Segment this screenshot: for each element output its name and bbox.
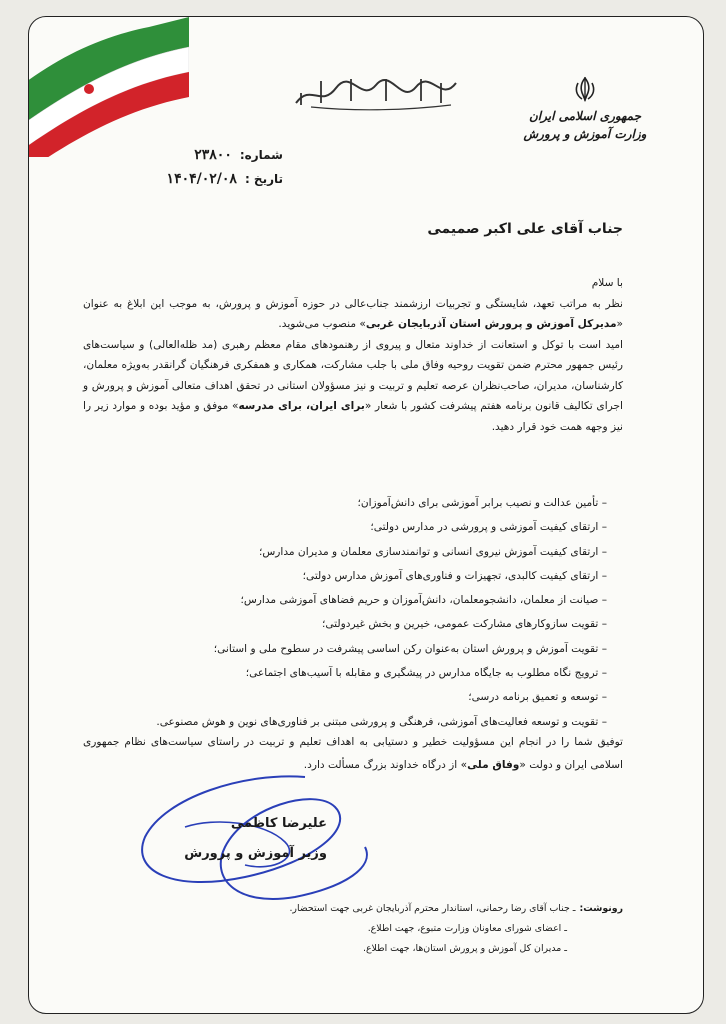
recipient-name: جناب آقای علی اکبر صمیمی bbox=[427, 221, 623, 237]
appointment-text-a: نظر به مراتب تعهد، شایستگی و تجربیات ارزشمند جناب‌عالی در حوزه آموزش و پرورش، به موجب این ابلاغ به عنوان « bbox=[83, 297, 623, 330]
basmala-calligraphy bbox=[291, 73, 461, 113]
list-item: – تقویت و توسعه فعالیت‌های آموزشی، فرهنگی و پرورشی مبتنی بر فناوری‌های نوین و هوش مصنوعی. bbox=[77, 710, 607, 734]
list-item: – ارتقای کیفیت آموزشی و پرورشی در مدارس دولتی؛ bbox=[77, 515, 607, 539]
number-label: شماره: bbox=[239, 148, 283, 162]
letter-body bbox=[83, 273, 623, 437]
slogan: برای ایران، برای مدرسه bbox=[238, 400, 365, 412]
letter-meta bbox=[113, 143, 283, 191]
expectation-paragraph bbox=[83, 335, 623, 438]
ministry-header bbox=[515, 75, 655, 143]
directives-list bbox=[77, 491, 607, 734]
list-item: – تقویت آموزش و پرورش استان به‌عنوان رکن اساسی پیشرفت در سطوح ملی و استانی؛ bbox=[77, 637, 607, 661]
date-label: تاریخ : bbox=[244, 172, 283, 186]
signer-name: علیرضا کاظمی bbox=[230, 816, 327, 831]
iran-flag-ribbon bbox=[29, 17, 189, 157]
list-item: – توسعه و تعمیق برنامه درسی؛ bbox=[77, 685, 607, 709]
appointment-title: مدیرکل آموزش و پرورش استان آذربایجان غربی bbox=[365, 318, 617, 330]
cc-label: رونوشت: bbox=[579, 903, 623, 914]
ministry-name: وزارت آموزش و پرورش bbox=[523, 127, 647, 141]
letter-page bbox=[28, 16, 704, 1014]
expectation-text-a: امید است با توکل و استعانت از خداوند متعال و پیروی از رهنمودهای مقام معظم رهبری (مد ظله‌العالی) و سیاست‌های رئیس جمهور محترم ضمن تقویت روحیه وفاق ملی با جلب مشارکت، همکاری و همفکری فرهنگیان گرانقدر به‌ویژه معلمان، کارشناسان، مدیران، صاحب‌نظران عرصه تعلیم و تربیت و نیز مسؤولان استانی در تحقق اهداف متعالی آموزش و پرورش و اجرای تکالیف قانون برنامه هفتم پیشرفت کشور با شعار « bbox=[83, 338, 623, 412]
cc-item: ـ جناب آقای رضا رحمانی، استاندار محترم آذربایجان غربی جهت استحضار. bbox=[289, 903, 576, 914]
number-value: ۲۳۸۰۰ bbox=[194, 147, 232, 163]
closing-text-a: توفیق شما را در انجام این مسؤولیت خطیر و دستیابی به اهداف تعلیم و تربیت در راستای سیاست‌های نظام جمهوری اسلامی ایران و دولت « bbox=[83, 736, 623, 771]
appointment-paragraph bbox=[83, 294, 623, 335]
carbon-copy bbox=[83, 899, 623, 959]
closing-text-b: » از درگاه خداوند بزرگ مسألت دارد. bbox=[303, 759, 468, 771]
republic-name: جمهوری اسلامی ایران bbox=[528, 109, 642, 123]
date-value: ۱۴۰۴/۰۲/۰۸ bbox=[166, 171, 237, 187]
list-item: – ارتقای کیفیت کالبدی، تجهیزات و فناوری‌های آموزش مدارس دولتی؛ bbox=[77, 564, 607, 588]
closing-slogan: وفاق ملی bbox=[467, 759, 520, 771]
cc-item: ـ مدیران کل آموزش و پرورش استان‌ها، جهت اطلاع. bbox=[362, 943, 567, 954]
greeting: با سلام bbox=[591, 277, 623, 289]
expectation-text-b: » موفق و مؤید بوده و موارد زیر را نیز وجهه همت خود قرار دهید. bbox=[83, 400, 623, 433]
appointment-text-b: » منصوب می‌شوید. bbox=[278, 318, 366, 330]
list-item: – تقویت سازوکارهای مشارکت عمومی، خیرین و بخش غیردولتی؛ bbox=[77, 612, 607, 636]
cc-item: ـ اعضای شورای معاونان وزارت متبوع، جهت اطلاع. bbox=[367, 923, 567, 934]
list-item: – صیانت از معلمان، دانشجومعلمان، دانش‌آموزان و حریم فضاهای آموزشی مدارس؛ bbox=[77, 588, 607, 612]
signer-title: وزیر آموزش و پرورش bbox=[184, 846, 327, 861]
iran-emblem-icon bbox=[571, 75, 599, 103]
list-item: – ارتقای کیفیت آموزش نیروی انسانی و توانمندسازی معلمان و مدیران مدارس؛ bbox=[77, 540, 607, 564]
list-item: – تأمین عدالت و نصیب برابر آموزشی برای دانش‌آموزان؛ bbox=[77, 491, 607, 515]
signer-block bbox=[177, 809, 327, 869]
list-item: – ترویج نگاه مطلوب به جایگاه مدارس در پیشگیری و مقابله با آسیب‌های اجتماعی؛ bbox=[77, 661, 607, 685]
